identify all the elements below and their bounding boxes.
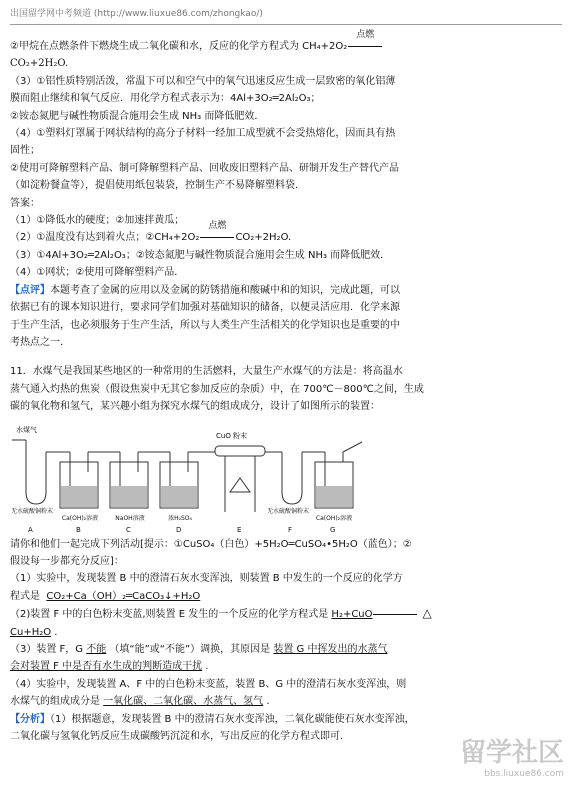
figure-label-a: 无水硫酸铜粉末 xyxy=(10,507,53,515)
text-line: ②甲烷在点燃条件下燃烧生成二氧化碳和水，反应的化学方程式为 CH₄+2O₂ 点燃 xyxy=(10,38,562,55)
text-line: （4）实验中，发现装置 A、F 中的白色粉末变蓝，装置 B、G 中的澄清石灰水变浑浊，则 xyxy=(10,678,407,690)
figure-letter-g: G xyxy=(330,525,336,534)
figure-inlet-label: 水煤气 xyxy=(16,425,37,434)
condition-arrow: 点燃 xyxy=(347,38,383,55)
text-line: （如淀粉餐盒等），提倡使用纸包装袋，控制生产不易降解塑料袋． xyxy=(10,180,305,192)
text-line: （2）①温度没有达到着火点；②CH₄+2O₂ 点燃 CO₂+2H₂O. xyxy=(10,229,562,246)
text-line: 【点评】本题考查了金属的应用以及金属的防锈措施和酸碱中和的知识，完成此题，可以 xyxy=(10,284,400,296)
text-line: 于生产生活，也必须服务于生产生活，所以与人类生产生活相关的化学知识也是重要的中 xyxy=(10,319,400,331)
text-line: 考热点之一． xyxy=(10,336,70,348)
answer-fill: 装置 G 中挥发出的水蒸气 xyxy=(273,643,388,655)
header-site-text: 出国留学网中考频道 (http://www.liuxue86.com/zhongkao/) xyxy=(10,9,263,19)
text-line: 【分析】（1）根据题意，发现装置 B 中的澄清石灰水变浑浊，二氧化碳能使石灰水变浑浊， xyxy=(10,713,415,725)
page-header xyxy=(10,6,562,25)
document-body xyxy=(10,30,562,745)
text-line: 膜而阻止继续和氧气反应．用化学方程式表示为：4Al+3O₂═2Al₂O₃； xyxy=(10,93,321,105)
answer-fill: CO₂+Ca（OH）₂═CaCO₃↓+H₂O xyxy=(46,590,201,602)
figure-letter-c: C xyxy=(126,525,131,534)
text-line: 二氧化碳与氢氧化钙反应生成碳酸钙沉淀和水，写出反应的化学方程式即可． xyxy=(10,731,350,742)
text-line: （1）①降低水的硬度；②加速拌黄瓜； xyxy=(10,215,185,227)
text-line: （4）①网状；②使用可降解塑料产品． xyxy=(10,267,185,279)
figure-letter-d: D xyxy=(176,525,182,534)
text-line: 假设每一步都充分反应]： xyxy=(10,555,124,567)
text-line: ②铵态氮肥与碱性物质混合施用会生成 NH₃ 而降低肥效． xyxy=(10,110,265,122)
question-11-line: 11．水煤气是我国某些地区的一种常用的生活燃料，大量生产水煤气的方法是：将高温水 xyxy=(10,366,403,378)
text-line: CO₂+2H₂O. xyxy=(10,58,69,70)
answer-fill: Cu+H₂O xyxy=(10,626,52,638)
text-line: （3）①铝性质特别活泼，常温下可以和空气中的氧气迅速反应生成一层致密的氧化铝薄 xyxy=(10,75,396,87)
text-line: （3）装置 F，G 不能 （填“能”或“不能”）调换，其原因是 装置 G 中挥发出的水蒸气 xyxy=(10,643,388,655)
text-line: （2)装置 F 中的白色粉末变蓝,则装置 E 发生的一个反应的化学方程式是 H₂+CuO △ xyxy=(10,606,432,621)
figure-cuo-label: CuO 粉末 xyxy=(216,431,248,440)
text-line: （4）①塑料灯罩属于网状结构的高分子材料一经加工成型就不会受热熔化，因而具有热 xyxy=(10,128,396,140)
figure-label-d: 浓H₂SO₄ xyxy=(168,514,192,522)
question-11-line: 蒸气通入灼热的焦炭（假设焦炭中无其它参加反应的杂质）中，在 700℃－800℃之间，生成 xyxy=(10,383,424,395)
condition-arrow: 点燃 xyxy=(199,229,235,246)
figure-label-f: 无水硫酸铜粉末 xyxy=(266,507,309,515)
text-line: 会对装置 F 中是否有水生成的判断造成干扰 . xyxy=(10,661,209,673)
text-line: （1）实验中，发现装置 B 中的澄清石灰水变浑浊，则装置 B 中发生的一个反应的化学方 xyxy=(10,573,403,585)
watermark-title: 留学社区 xyxy=(459,738,564,768)
answer-fill: 会对装置 F 中是否有水生成的判断造成干扰 xyxy=(10,661,203,673)
text-line: 请你和他们一起完成下列活动[提示：①CuSO₄（白色）+5H₂O═CuSO₄•5H₂O（蓝色）；② xyxy=(10,538,412,550)
watermark-logo xyxy=(414,738,564,788)
text-line: 程式是 CO₂+Ca（OH）₂═CaCO₃↓+H₂O xyxy=(10,590,201,602)
figure-label-c: NaOH溶液 xyxy=(115,514,145,522)
answer-fill: 一氧化碳、二氧化碳、水蒸气、氢气 xyxy=(103,696,264,708)
heat-symbol: △ xyxy=(422,606,432,621)
answer-fill: 不能 xyxy=(86,643,107,655)
question-11-line: 碳的氧化物和氢气，某兴趣小组为探究水煤气的组成成分，设计了如图所示的装置： xyxy=(10,401,380,413)
watermark-url: bbs.liuxue86.com xyxy=(484,769,564,779)
text-line: 答案： xyxy=(10,197,40,209)
analysis-tag: 【分析】 xyxy=(10,713,50,725)
answer-fill: H₂+CuO xyxy=(331,609,373,621)
text-line: 固性； xyxy=(10,145,40,157)
text-line: Cu+H₂O . xyxy=(10,626,58,638)
apparatus-diagram xyxy=(10,422,562,532)
figure-label-g: Ca(OH)₂溶液 xyxy=(315,514,353,522)
figure-letter-a: A xyxy=(28,525,33,534)
figure-letter-e: E xyxy=(237,525,242,534)
text-line: ②使用可降解塑料产品、制可降解塑料产品、回收废旧塑料产品、研制开发生产替代产品 xyxy=(10,162,399,174)
figure-letter-b: B xyxy=(76,525,81,534)
text-line: （3）①4Al+3O₂═2Al₂O₃；②铵态氮肥与碱性物质混合施用会生成 NH₃ 而降低肥效． xyxy=(10,249,391,261)
text-line: 依据已有的课本知识进行，要求同学们加强对基础知识的储备，以便灵活应用．化学来源 xyxy=(10,302,400,314)
text-line: 水煤气的组成成分是 一氧化碳、二氧化碳、水蒸气、氢气 . xyxy=(10,696,270,708)
figure-label-b: Ca(OH)₂溶液 xyxy=(61,514,99,522)
comment-tag: 【点评】 xyxy=(10,284,50,296)
figure-letter-f: F xyxy=(288,525,293,534)
